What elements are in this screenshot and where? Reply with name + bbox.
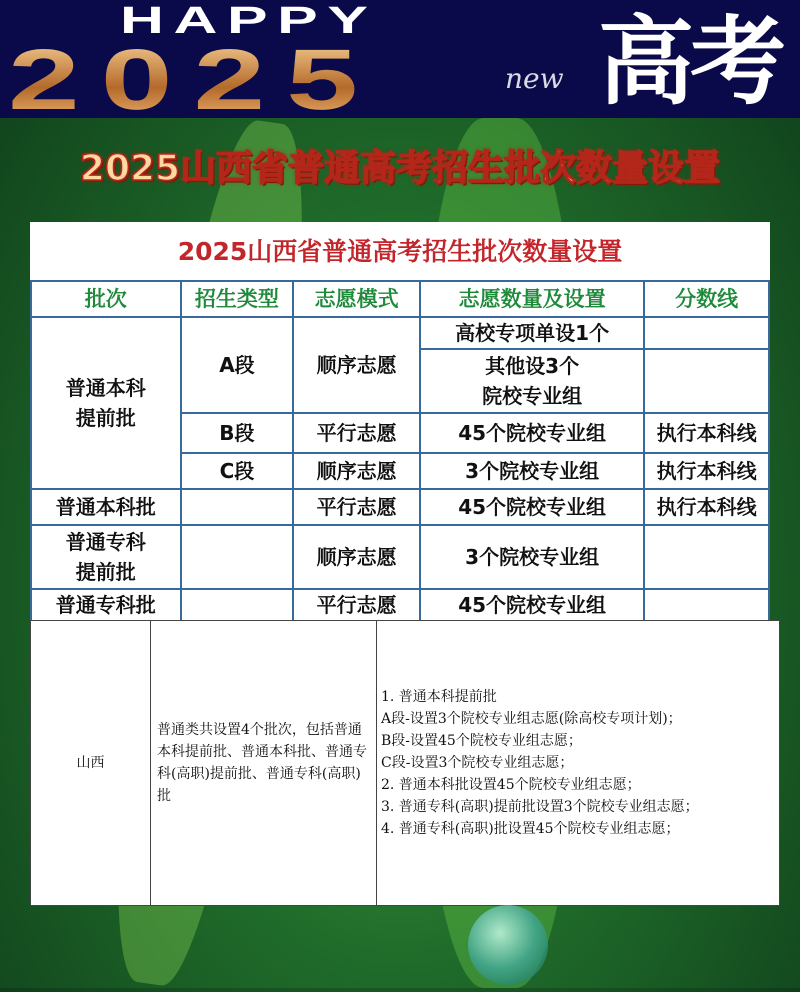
batch-cell: 普通本科 提前批 (31, 317, 181, 489)
batch-cell (31, 525, 181, 589)
summary-cell: 普通类共设置4个批次，包括普通本科提前批、普通本科批、普通专科(高职)提前批、普通专科(高职)批 (151, 621, 377, 906)
mode-cell: 平行志愿 (293, 489, 420, 525)
score-cell (644, 317, 769, 349)
setting-cell: 高校专项单设1个 (420, 317, 644, 349)
detail-line: A段-设置3个院校专业组志愿(除高校专项计划)； (381, 711, 682, 727)
detail-line: C段-设置3个院校专业组志愿； (381, 755, 574, 771)
detail-line: 2. 普通本科批设置45个院校专业组志愿； (381, 777, 641, 793)
mode-cell: 顺序志愿 (293, 453, 420, 489)
type-cell: A段 (181, 317, 294, 413)
score-cell: 执行本科线 (644, 453, 769, 489)
mode-cell: 顺序志愿 (293, 525, 420, 589)
setting-cell: 3个院校专业组 (420, 525, 644, 589)
batch-table (30, 222, 770, 622)
score-cell: 执行本科线 (644, 489, 769, 525)
detail-line: 4. 普通专科(高职)批设置45个院校专业组志愿； (381, 821, 680, 837)
table-title: 2025山西省普通高考招生批次数量设置 (31, 223, 769, 281)
detail-line: 1. 普通本科提前批 (381, 689, 497, 705)
score-cell: 执行本科线 (644, 413, 769, 453)
details-cell (377, 621, 780, 906)
header-cell: 批次 (31, 281, 181, 317)
setting-cell: 45个院校专业组 (420, 489, 644, 525)
banner-year: 2025 (8, 42, 379, 118)
province-cell: 山西 (31, 621, 151, 906)
banner-happy: HAPPY (120, 0, 378, 42)
score-cell (644, 349, 769, 413)
setting-cell: 45个院校专业组 (420, 589, 644, 621)
water-drop-decoration (468, 905, 548, 985)
batch-line: 普通专科 (65, 530, 146, 554)
setting-line: 其他设3个 (485, 354, 580, 378)
detail-line: 3. 普通专科(高职)提前批设置3个院校专业组志愿； (381, 799, 699, 815)
type-cell: B段 (181, 413, 294, 453)
batch-cell: 普通本科批 (31, 489, 181, 525)
type-cell (181, 489, 294, 525)
mode-cell: 平行志愿 (293, 589, 420, 621)
header-cell: 志愿模式 (293, 281, 420, 317)
type-cell (181, 525, 294, 589)
setting-cell: 3个院校专业组 (420, 453, 644, 489)
headline: 2025山西省普通高考招生批次数量设置 (79, 148, 721, 189)
batch-cell: 普通专科批 (31, 589, 181, 621)
setting-cell (420, 349, 644, 413)
batch-line: 提前批 (75, 560, 136, 584)
mode-cell: 顺序志愿 (293, 317, 420, 413)
type-cell (181, 589, 294, 621)
score-cell (644, 589, 769, 621)
mode-cell: 平行志愿 (293, 413, 420, 453)
detail-line: B段-设置45个院校专业组志愿； (381, 733, 582, 749)
header-cell: 招生类型 (181, 281, 294, 317)
setting-line: 院校专业组 (482, 384, 583, 408)
banner-gaokao: 高考 (598, 6, 782, 118)
header-cell: 分数线 (644, 281, 769, 317)
type-cell: C段 (181, 453, 294, 489)
setting-cell: 45个院校专业组 (420, 413, 644, 453)
banner-new: new (505, 62, 564, 95)
banner (0, 0, 800, 118)
header-cell: 志愿数量及设置 (420, 281, 644, 317)
score-cell (644, 525, 769, 589)
notes-table (30, 620, 780, 906)
